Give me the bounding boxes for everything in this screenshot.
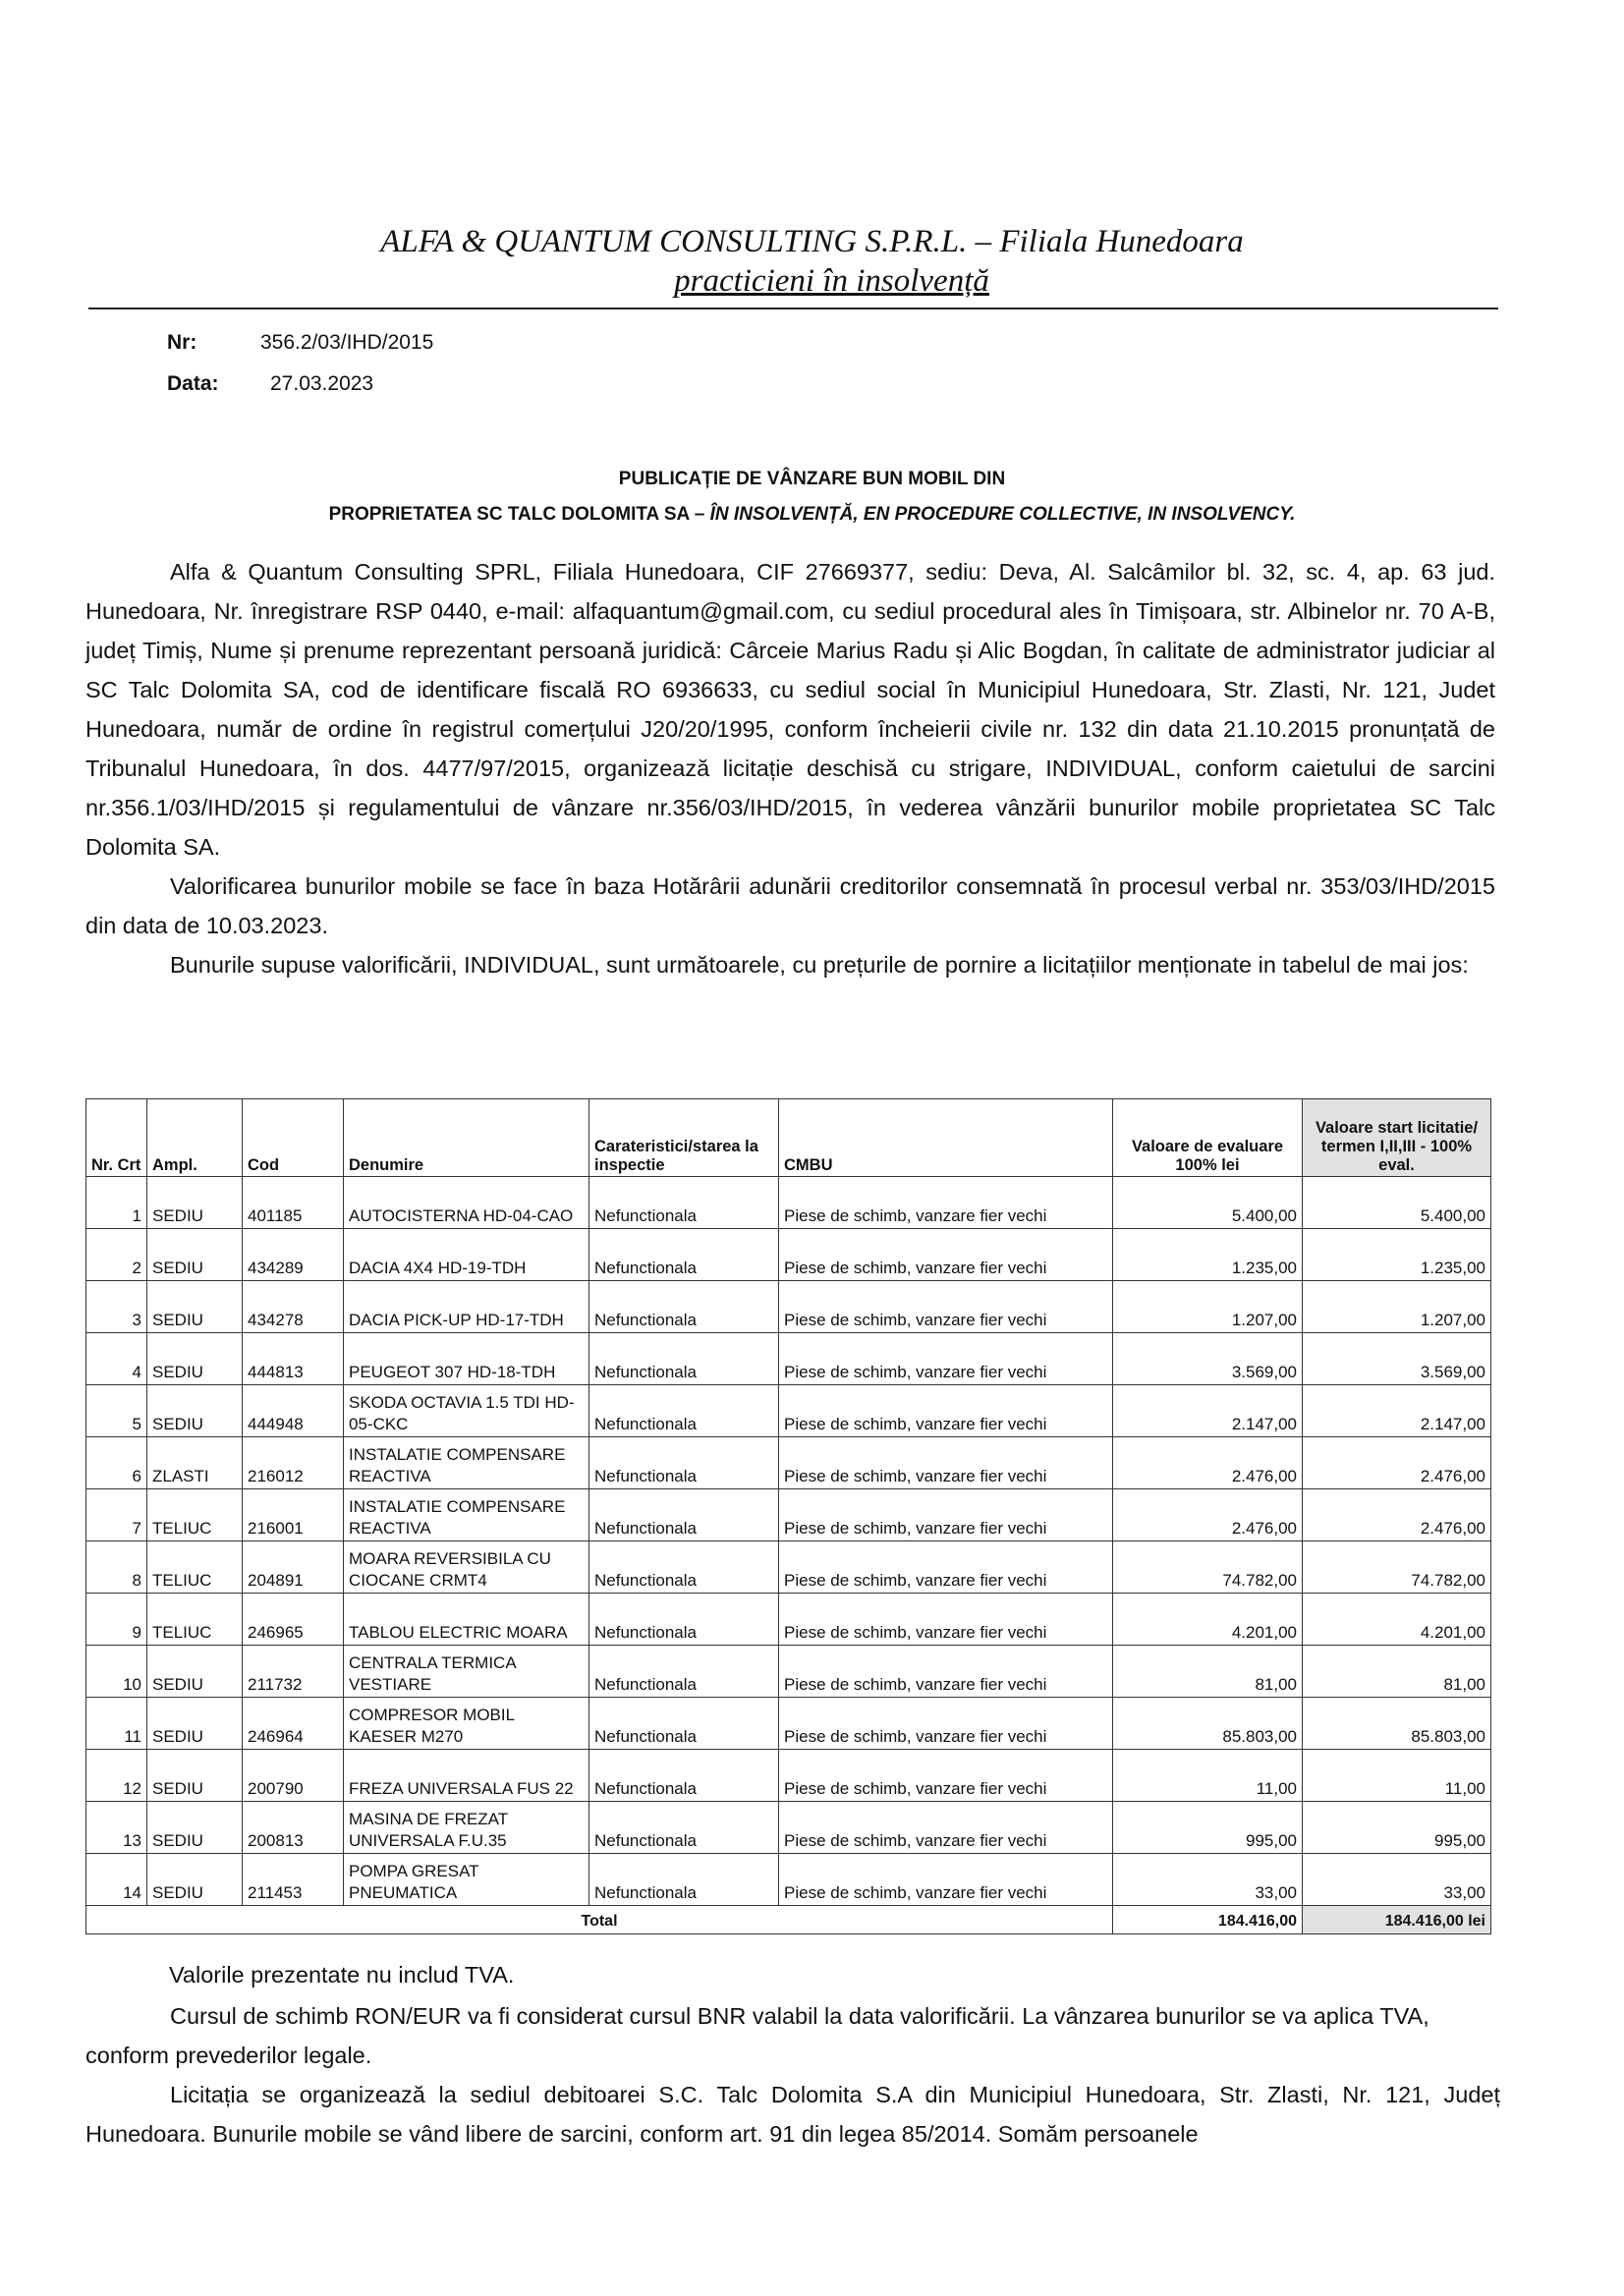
cell-denumire: MASINA DE FREZAT UNIVERSALA F.U.35 — [344, 1802, 589, 1854]
cell-start: 1.207,00 — [1303, 1281, 1491, 1333]
title-line-2-italic: ÎN INSOLVENȚĂ, EN PROCEDURE COLLECTIVE, IN INSOLVENCY. — [709, 504, 1296, 525]
cell-ampl: TELIUC — [147, 1489, 243, 1541]
cell-stare: Nefunctionala — [589, 1489, 779, 1541]
total-row — [86, 1906, 1491, 1934]
cell-cmbu: Piese de schimb, vanzare fier vechi — [779, 1437, 1113, 1489]
date-label: Data: — [167, 372, 219, 395]
goods-table — [85, 1098, 1491, 1934]
cell-denumire: COMPRESOR MOBIL KAESER M270 — [344, 1698, 589, 1750]
title-line-1: PUBLICAȚIE DE VÂNZARE BUN MOBIL DIN — [618, 469, 1006, 489]
body-text — [85, 552, 1495, 984]
cell-ampl: SEDIU — [147, 1229, 243, 1281]
cell-cod: 434278 — [243, 1281, 344, 1333]
cell-ampl: ZLASTI — [147, 1437, 243, 1489]
cell-ampl: SEDIU — [147, 1177, 243, 1229]
cell-denumire: SKODA OCTAVIA 1.5 TDI HD-05-CKC — [344, 1385, 589, 1437]
cell-cod: 216012 — [243, 1437, 344, 1489]
cell-denumire: AUTOCISTERNA HD-04-CAO — [344, 1177, 589, 1229]
cell-stare: Nefunctionala — [589, 1229, 779, 1281]
table-row — [86, 1437, 1491, 1489]
cell-cod: 246964 — [243, 1698, 344, 1750]
cell-stare: Nefunctionala — [589, 1281, 779, 1333]
cell-denumire: PEUGEOT 307 HD-18-TDH — [344, 1333, 589, 1385]
cell-cod: 246965 — [243, 1594, 344, 1646]
cell-ampl: TELIUC — [147, 1594, 243, 1646]
title-line-2 — [0, 497, 1624, 532]
cell-denumire: INSTALATIE COMPENSARE REACTIVA — [344, 1489, 589, 1541]
col-ampl: Ampl. — [147, 1099, 243, 1177]
cell-cmbu: Piese de schimb, vanzare fier vechi — [779, 1281, 1113, 1333]
table-row — [86, 1750, 1491, 1802]
cell-stare: Nefunctionala — [589, 1854, 779, 1906]
table-row — [86, 1594, 1491, 1646]
cell-stare: Nefunctionala — [589, 1333, 779, 1385]
total-start: 184.416,00 lei — [1303, 1906, 1491, 1934]
cell-start: 85.803,00 — [1303, 1698, 1491, 1750]
cell-ampl: SEDIU — [147, 1854, 243, 1906]
cell-cod: 434289 — [243, 1229, 344, 1281]
cell-nr: 3 — [86, 1281, 147, 1333]
nr-value: 356.2/03/IHD/2015 — [260, 331, 434, 354]
cell-denumire: DACIA PICK-UP HD-17-TDH — [344, 1281, 589, 1333]
cell-denumire: MOARA REVERSIBILA CU CIOCANE CRMT4 — [344, 1541, 589, 1594]
cell-ampl: SEDIU — [147, 1750, 243, 1802]
cell-valoare: 81,00 — [1113, 1646, 1303, 1698]
cell-ampl: TELIUC — [147, 1541, 243, 1594]
cell-denumire: TABLOU ELECTRIC MOARA — [344, 1594, 589, 1646]
table-row — [86, 1854, 1491, 1906]
date-value: 27.03.2023 — [270, 372, 374, 395]
table-row — [86, 1489, 1491, 1541]
total-value: 184.416,00 — [1113, 1906, 1303, 1934]
table-row — [86, 1802, 1491, 1854]
paragraph-3: Bunurile supuse valorificării, INDIVIDUAL, sunt următoarele, cu prețurile de pornire a licitațiilor menționate in tabelul de mai jos: — [170, 952, 1469, 978]
publication-title — [0, 462, 1624, 532]
cell-start: 4.201,00 — [1303, 1594, 1491, 1646]
total-label: Total — [86, 1906, 1113, 1934]
nr-label: Nr: — [167, 331, 197, 354]
cell-ampl: SEDIU — [147, 1281, 243, 1333]
cell-valoare: 11,00 — [1113, 1750, 1303, 1802]
cell-nr: 1 — [86, 1177, 147, 1229]
cell-valoare: 2.476,00 — [1113, 1489, 1303, 1541]
cell-cmbu: Piese de schimb, vanzare fier vechi — [779, 1698, 1113, 1750]
cell-cmbu: Piese de schimb, vanzare fier vechi — [779, 1594, 1113, 1646]
cell-start: 33,00 — [1303, 1854, 1491, 1906]
cell-start: 2.476,00 — [1303, 1489, 1491, 1541]
col-cmbu: CMBU — [779, 1099, 1113, 1177]
cell-stare: Nefunctionala — [589, 1385, 779, 1437]
cell-stare: Nefunctionala — [589, 1594, 779, 1646]
cell-nr: 6 — [86, 1437, 147, 1489]
cell-cod: 211732 — [243, 1646, 344, 1698]
table-row — [86, 1333, 1491, 1385]
cell-stare: Nefunctionala — [589, 1698, 779, 1750]
cell-cmbu: Piese de schimb, vanzare fier vechi — [779, 1385, 1113, 1437]
cell-denumire: FREZA UNIVERSALA FUS 22 — [344, 1750, 589, 1802]
cell-stare: Nefunctionala — [589, 1646, 779, 1698]
cell-ampl: SEDIU — [147, 1698, 243, 1750]
table-row — [86, 1281, 1491, 1333]
cell-cod: 216001 — [243, 1489, 344, 1541]
table-row — [86, 1385, 1491, 1437]
table-header-row — [86, 1099, 1491, 1177]
table-body — [86, 1177, 1491, 1906]
cell-nr: 10 — [86, 1646, 147, 1698]
col-cod: Cod — [243, 1099, 344, 1177]
cell-ampl: SEDIU — [147, 1385, 243, 1437]
cell-nr: 8 — [86, 1541, 147, 1594]
cell-cmbu: Piese de schimb, vanzare fier vechi — [779, 1750, 1113, 1802]
cell-start: 2.147,00 — [1303, 1385, 1491, 1437]
cell-start: 81,00 — [1303, 1646, 1491, 1698]
paragraph-4: Valorile prezentate nu includ TVA. — [169, 1962, 515, 1988]
cell-nr: 5 — [86, 1385, 147, 1437]
cell-cmbu: Piese de schimb, vanzare fier vechi — [779, 1802, 1113, 1854]
cell-cmbu: Piese de schimb, vanzare fier vechi — [779, 1333, 1113, 1385]
table-row — [86, 1177, 1491, 1229]
cell-stare: Nefunctionala — [589, 1750, 779, 1802]
cell-valoare: 74.782,00 — [1113, 1541, 1303, 1594]
cell-nr: 13 — [86, 1802, 147, 1854]
firm-subtitle: practicieni în insolvență — [674, 263, 989, 299]
cell-nr: 9 — [86, 1594, 147, 1646]
cell-nr: 7 — [86, 1489, 147, 1541]
cell-cod: 200790 — [243, 1750, 344, 1802]
cell-cmbu: Piese de schimb, vanzare fier vechi — [779, 1646, 1113, 1698]
col-denumire: Denumire — [344, 1099, 589, 1177]
cell-start: 74.782,00 — [1303, 1541, 1491, 1594]
col-valoare: Valoare de evaluare 100% lei — [1113, 1099, 1303, 1177]
cell-start: 5.400,00 — [1303, 1177, 1491, 1229]
col-start: Valoare start licitatie/ termen I,II,III - 100% eval. — [1303, 1099, 1491, 1177]
cell-denumire: POMPA GRESAT PNEUMATICA — [344, 1854, 589, 1906]
title-line-2-normal: PROPRIETATEA SC TALC DOLOMITA SA – — [328, 504, 710, 525]
cell-ampl: SEDIU — [147, 1646, 243, 1698]
cell-valoare: 995,00 — [1113, 1802, 1303, 1854]
col-nr: Nr. Crt — [86, 1099, 147, 1177]
cell-cod: 444813 — [243, 1333, 344, 1385]
cell-cod: 401185 — [243, 1177, 344, 1229]
cell-valoare: 4.201,00 — [1113, 1594, 1303, 1646]
cell-start: 3.569,00 — [1303, 1333, 1491, 1385]
cell-cod: 204891 — [243, 1541, 344, 1594]
cell-nr: 11 — [86, 1698, 147, 1750]
cell-valoare: 5.400,00 — [1113, 1177, 1303, 1229]
cell-valoare: 85.803,00 — [1113, 1698, 1303, 1750]
cell-valoare: 33,00 — [1113, 1854, 1303, 1906]
firm-name: ALFA & QUANTUM CONSULTING S.P.R.L. – Filiala Hunedoara — [380, 224, 1244, 259]
cell-denumire: DACIA 4X4 HD-19-TDH — [344, 1229, 589, 1281]
cell-cmbu: Piese de schimb, vanzare fier vechi — [779, 1541, 1113, 1594]
cell-valoare: 1.235,00 — [1113, 1229, 1303, 1281]
cell-ampl: SEDIU — [147, 1333, 243, 1385]
cell-valoare: 2.147,00 — [1113, 1385, 1303, 1437]
col-caracteristici: Carateristici/starea la inspectie — [589, 1099, 779, 1177]
cell-nr: 2 — [86, 1229, 147, 1281]
cell-start: 1.235,00 — [1303, 1229, 1491, 1281]
cell-ampl: SEDIU — [147, 1802, 243, 1854]
paragraph-5: Cursul de schimb RON/EUR va fi considerat cursul BNR valabil la data valorificării. La vânzarea bunurilor se va aplica TVA, conform prevederilor legale. — [85, 2003, 1429, 2068]
letterhead — [0, 222, 1624, 301]
cell-start: 995,00 — [1303, 1802, 1491, 1854]
cell-cmbu: Piese de schimb, vanzare fier vechi — [779, 1489, 1113, 1541]
cell-cod: 211453 — [243, 1854, 344, 1906]
cell-valoare: 3.569,00 — [1113, 1333, 1303, 1385]
cell-start: 2.476,00 — [1303, 1437, 1491, 1489]
cell-stare: Nefunctionala — [589, 1802, 779, 1854]
cell-stare: Nefunctionala — [589, 1541, 779, 1594]
cell-nr: 4 — [86, 1333, 147, 1385]
cell-cod: 444948 — [243, 1385, 344, 1437]
header-divider — [88, 308, 1498, 309]
cell-start: 11,00 — [1303, 1750, 1491, 1802]
cell-nr: 12 — [86, 1750, 147, 1802]
cell-cod: 200813 — [243, 1802, 344, 1854]
table-row — [86, 1229, 1491, 1281]
cell-valoare: 2.476,00 — [1113, 1437, 1303, 1489]
table-row — [86, 1541, 1491, 1594]
closing-text — [85, 1996, 1500, 2154]
cell-stare: Nefunctionala — [589, 1437, 779, 1489]
table-row — [86, 1646, 1491, 1698]
cell-denumire: INSTALATIE COMPENSARE REACTIVA — [344, 1437, 589, 1489]
cell-cmbu: Piese de schimb, vanzare fier vechi — [779, 1229, 1113, 1281]
cell-stare: Nefunctionala — [589, 1177, 779, 1229]
cell-cmbu: Piese de schimb, vanzare fier vechi — [779, 1854, 1113, 1906]
cell-denumire: CENTRALA TERMICA VESTIARE — [344, 1646, 589, 1698]
document-meta — [167, 322, 433, 405]
table-row — [86, 1698, 1491, 1750]
cell-nr: 14 — [86, 1854, 147, 1906]
paragraph-6: Licitația se organizează la sediul debitoarei S.C. Talc Dolomita S.A din Municipiul Hunedoara, Str. Zlasti, Nr. 121, Județ Hunedoara. Bunurile mobile se vând libere de sarcini, conform art. 91 din legea 85/2014. Somăm persoanele — [85, 2082, 1500, 2147]
paragraph-2: Valorificarea bunurilor mobile se face în baza Hotărârii adunării creditorilor consemnată în procesul verbal nr. 353/03/IHD/2015 din data de 10.03.2023. — [85, 873, 1495, 938]
cell-cmbu: Piese de schimb, vanzare fier vechi — [779, 1177, 1113, 1229]
cell-valoare: 1.207,00 — [1113, 1281, 1303, 1333]
paragraph-1: Alfa & Quantum Consulting SPRL, Filiala Hunedoara, CIF 27669377, sediu: Deva, Al. Salcâmilor bl. 32, sc. 4, ap. 63 jud. Hunedoara, Nr. înregistrare RSP 0440, e-mail: alfaquantum@gmail.com, cu sediul procedural ales în Timișoara, str. Albinelor nr. 70 A-B, județ Timiș, Nume și prenume reprezentant persoană juridică: Cârceie Marius Radu și Alic Bogdan, în calitate de administrator judiciar al SC Talc Dolomita SA, cod de identificare fiscală RO 6936633, cu sediul social în Municipiul Hunedoara, Str. Zlasti, Nr. 121, Judet Hunedoara, număr de ordine în registrul comerțului J20/20/1995, conform încheierii civile nr. 132 din data 21.10.2015 pronunțată de Tribunalul Hunedoara, în dos. 4477/97/2015, organizează licitație deschisă cu strigare, INDIVIDUAL, conform caietului de sarcini nr.356.1/03/IHD/2015 și regulamentului de vânzare nr.356/03/IHD/2015, în vederea vânzării bunurilor mobile proprietatea SC Talc Dolomita SA. — [85, 559, 1495, 860]
